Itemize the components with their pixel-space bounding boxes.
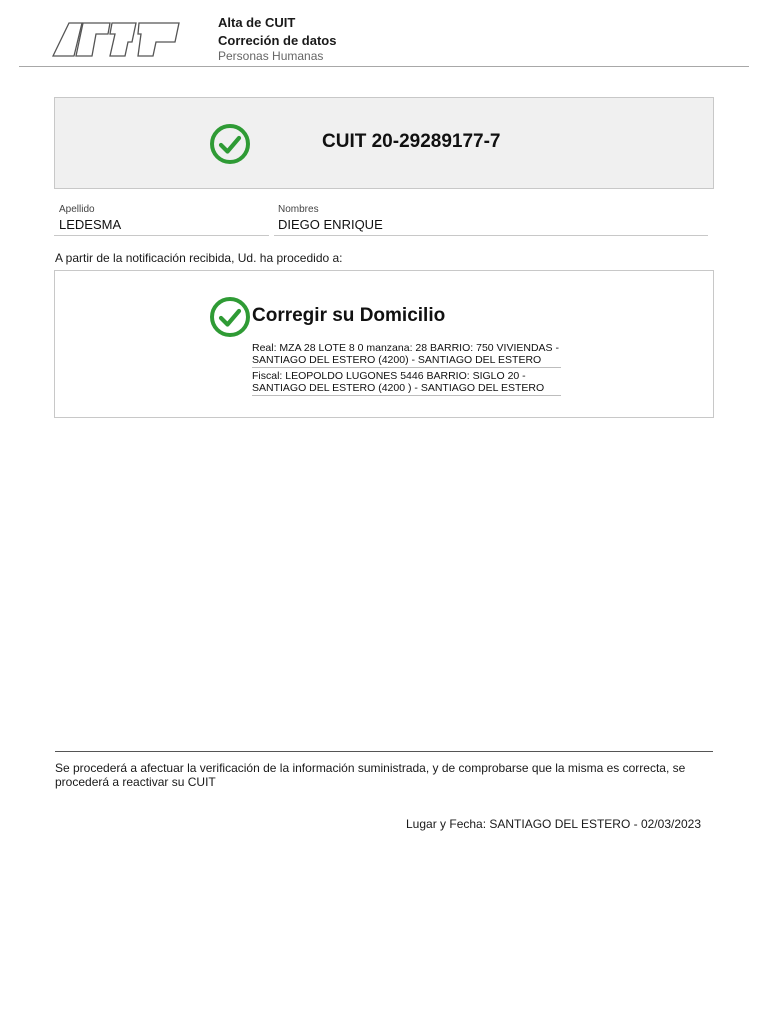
apellido-value: LEDESMA [59, 217, 122, 232]
address-fiscal: Fiscal: LEOPOLDO LUGONES 5446 BARRIO: SIGLO 20 - SANTIAGO DEL ESTERO (4200 ) - SANTIAGO DEL ESTERO [252, 371, 561, 396]
footer-divider [55, 751, 713, 752]
nombres-underline [274, 235, 708, 236]
place-and-date: Lugar y Fecha: SANTIAGO DEL ESTERO - 02/03/2023 [406, 817, 702, 831]
cuit-number: CUIT 20-29289177-7 [322, 131, 501, 152]
apellido-underline [54, 235, 269, 236]
nombres-label: Nombres [278, 204, 319, 215]
header-divider [19, 66, 749, 67]
nombres-value: DIEGO ENRIQUE [278, 217, 383, 232]
action-title: Corregir su Domicilio [252, 305, 446, 326]
afip-logo [52, 20, 180, 58]
apellido-label: Apellido [59, 204, 95, 215]
check-circle-icon [209, 123, 251, 165]
person-category: Personas Humanas [218, 49, 324, 63]
footer-note: Se procederá a afectuar la verificación de la información suministrada, y de comprobarse que la misma es correcta, se procederá a reactivar su CUIT [55, 761, 686, 789]
document-title: Alta de CUIT [218, 15, 296, 30]
document-subtitle: Correción de datos [218, 33, 337, 48]
check-circle-icon [209, 296, 251, 338]
intro-text: A partir de la notificación recibida, Ud. ha procedido a: [55, 251, 343, 265]
address-real: Real: MZA 28 LOTE 8 0 manzana: 28 BARRIO: 750 VIVIENDAS - SANTIAGO DEL ESTERO (4200) - SANTIAGO DEL ESTERO [252, 343, 561, 368]
